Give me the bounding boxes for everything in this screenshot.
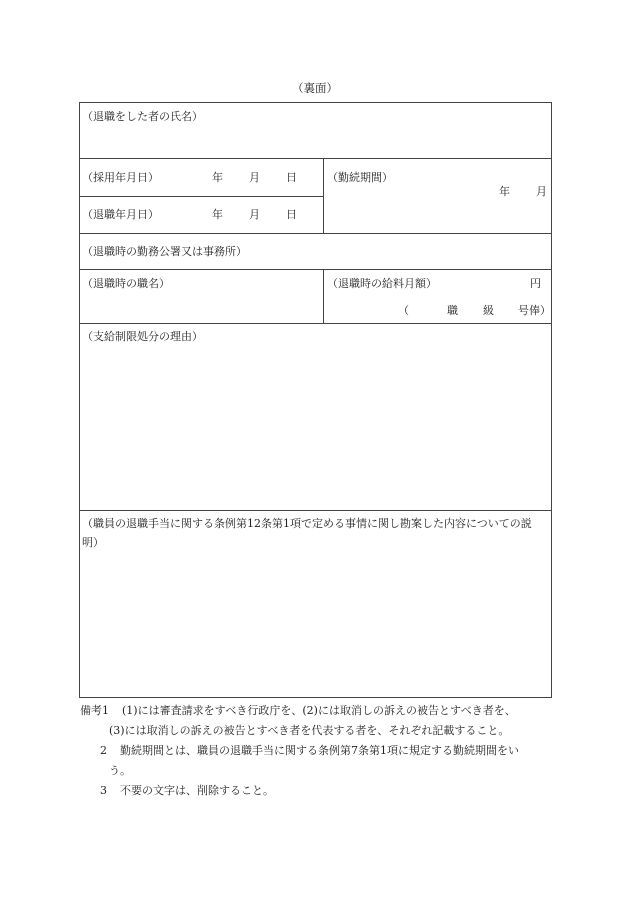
form-frame (79, 102, 552, 698)
reason-label: （支給制限処分の理由） (82, 330, 203, 343)
grade-shoku-unit: 職 (447, 304, 458, 317)
divider-name-row (79, 158, 552, 159)
position-label: （退職時の職名） (82, 277, 170, 290)
note-1-head: 備考1 (80, 704, 109, 717)
page-title: （裏面） (292, 81, 338, 95)
hire-date-day-unit: 日 (286, 171, 297, 184)
service-period-year-unit: 年 (499, 185, 510, 198)
consideration-label: （職員の退職手当に関する条例第12条第1項で定める事情に関し勘案した内容についての説明） (82, 517, 532, 549)
note-1-line-2: (3)には取消しの訴えの被告とすべき者を代表する者を、それぞれ記載すること。 (109, 724, 510, 737)
divider-office-row (79, 269, 552, 270)
note-2-number: 2 (100, 744, 107, 757)
retire-date-day-unit: 日 (286, 208, 297, 221)
note-2-line-2: う。 (109, 764, 131, 777)
office-label: （退職時の勤務公署又は事務所） (82, 245, 247, 258)
note-3-number: 3 (100, 784, 107, 797)
retire-date-year-unit: 年 (212, 208, 223, 221)
divider-dates-row (79, 233, 552, 234)
note-1-line-1: (1)には審査請求をすべき行政庁を、(2)には取消しの訴えの被告とすべき者を、 (122, 704, 516, 717)
salary-label: （退職時の給料月額） (327, 277, 437, 290)
divider-hire-row (79, 196, 324, 197)
divider-position-vertical (323, 269, 324, 323)
divider-position-row (79, 323, 552, 324)
service-period-month-unit: 月 (536, 185, 547, 198)
hire-date-year-unit: 年 (212, 171, 223, 184)
note-2-line-1: 勤続期間とは、職員の退職手当に関する条例第7条第1項に規定する勤続期間をい (120, 744, 519, 757)
hire-date-month-unit: 月 (249, 171, 260, 184)
retiree-name-label: （退職をした者の氏名） (82, 110, 203, 123)
grade-open-paren: （ (398, 304, 409, 317)
grade-gohou-unit: 号俸） (518, 304, 551, 317)
divider-reason-row (79, 510, 552, 511)
retire-date-month-unit: 月 (249, 208, 260, 221)
service-period-label: （勤続期間） (327, 171, 393, 184)
grade-kyu-unit: 級 (483, 304, 494, 317)
hire-date-label: （採用年月日） (82, 171, 159, 184)
salary-yen-unit: 円 (530, 277, 541, 290)
note-3-line-1: 不要の文字は、削除すること。 (120, 784, 274, 797)
divider-dates-vertical (323, 158, 324, 233)
retire-date-label: （退職年月日） (82, 208, 159, 221)
